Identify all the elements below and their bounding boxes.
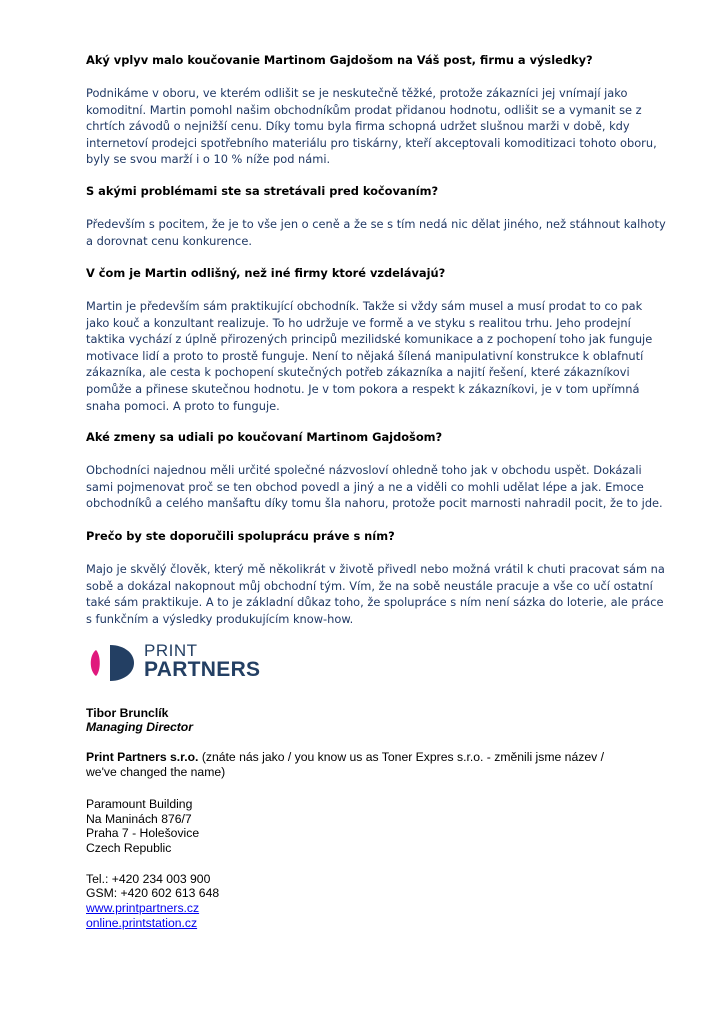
question-heading: Prečo by ste doporučili spoluprácu práve s ním? bbox=[86, 529, 395, 543]
question-heading: Aké zmeny sa udiali po koučovaní Martinom Gajdošom? bbox=[86, 430, 443, 444]
answer-line: jako kouč a konzultant realizuje. To ho udržuje ve formě a ve styku s realitou trhu. Jeho prodejní bbox=[86, 315, 631, 330]
answer-line: sami pojmenovat proč se ten obchod povedl a jiný a ne a viděli co mohli udělat lépe a jak. Emoce bbox=[86, 479, 644, 494]
answer-line: zákazníka, ale cesta k pochopení skutečných potřeb zákazníka a najití řešení, které zákazníkovi bbox=[86, 365, 630, 380]
company-note: (znáte nás jako / you know us as Toner Expres s.r.o. - změnili jsme název / bbox=[198, 750, 604, 764]
logo-word-partners: PARTNERS bbox=[144, 658, 261, 681]
signatory-title: Managing Director bbox=[86, 720, 193, 734]
answer-line: Obchodníci najednou měli určité společné názvosloví ohledně toho jak v obchodu uspět. Dokázali bbox=[86, 463, 642, 477]
answer-line: s funkčním a výsledky produkujícím know-how. bbox=[86, 611, 354, 626]
address-line: Na Maninách 876/7 bbox=[86, 812, 192, 826]
phone-number: Tel.: +420 234 003 900 bbox=[86, 872, 211, 886]
print-partners-logo bbox=[88, 641, 261, 684]
answer-paragraph bbox=[86, 561, 665, 627]
company-line bbox=[86, 750, 604, 765]
answer-line: také sám praktikuje. A to je základní důkaz toho, že spolupráce s ním není sázka do loterie, ale práce bbox=[86, 595, 664, 610]
question-heading: S akými problémami ste sa stretávali pred kočovaním? bbox=[86, 184, 439, 198]
website-link[interactable]: www.printpartners.cz bbox=[86, 901, 200, 915]
answer-line: chrtích závodů o nejnižší cenu. Díky tomu byla firma schopná udržet slušnou marži v době, kdy bbox=[86, 119, 630, 134]
answer-line: motivace lidí a proto to prostě funguje. Není to nějaká šílená manipulativní konstrukce k oblafnutí bbox=[86, 348, 644, 363]
answer-line: Majo je skvělý člověk, který mě několikrát v životě přivedl nebo možná vrátil k chuti pracovat sám na bbox=[86, 562, 665, 576]
answer-line: obchodníků a celého manšaftu díky tomu šla nahoru, protože pocit marnosti nahradil pocit, že to jde. bbox=[86, 496, 663, 511]
answer-line: internetoví prodejci spotřebního materiálu pro tiskárny, kteří akceptovali komoditizaci tohoto oboru, bbox=[86, 135, 657, 150]
address-line: Praha 7 - Holešovice bbox=[86, 826, 200, 840]
answer-line: pomůže a přinese skutečnou hodnotu. Je v tom pokora a respekt k zákazníkovi, je v tom upřímná bbox=[86, 381, 640, 396]
answer-line: Martin je především sám praktikující obchodník. Takže si vždy sám musel a musí prodat to co pak bbox=[86, 299, 643, 313]
answer-line: komoditní. Martin pomohl našim obchodníkům prodat přidanou hodnotu, odlišit se a vymanit se z bbox=[86, 102, 642, 117]
answer-line: Podnikáme v oboru, ve kterém odlišit se je neskutečně těžké, protože zákazníci jej vnímají jako bbox=[86, 86, 628, 100]
logo-mark-icon bbox=[88, 642, 140, 684]
mobile-number: GSM: +420 602 613 648 bbox=[86, 886, 220, 900]
company-note-continued: we've changed the name) bbox=[86, 765, 226, 779]
answer-line: snaha pomoci. A proto to funguje. bbox=[86, 398, 280, 413]
answer-line: sobě a dokázal nakopnout můj obchodní tým. Vím, že na sobě neustále pracuje a vše co učí ostatní bbox=[86, 578, 653, 593]
online-store-link[interactable]: online.printstation.cz bbox=[86, 916, 198, 930]
answer-line: a dorovnat cenu konkurence. bbox=[86, 233, 252, 248]
answer-paragraph bbox=[86, 85, 657, 168]
answer-line: taktika vychází z úplně přirozených principů mezilidské komunikace a z pochopení toho jak funguje bbox=[86, 332, 653, 347]
answer-line: byly se svou marží i o 10 % níže pod námi. bbox=[86, 152, 331, 167]
answer-paragraph bbox=[86, 298, 653, 414]
address-line: Czech Republic bbox=[86, 841, 172, 855]
answer-paragraph bbox=[86, 462, 663, 512]
answer-line: Především s pocitem, že je to vše jen o ceně a že se s tím nedá nic dělat jiného, než stáhnout kalhoty bbox=[86, 217, 666, 231]
logo-word-print: PRINT bbox=[144, 641, 198, 660]
answer-paragraph bbox=[86, 216, 666, 249]
address-line: Paramount Building bbox=[86, 797, 193, 811]
company-name: Print Partners s.r.o. bbox=[86, 750, 199, 764]
signatory-name: Tibor Brunclík bbox=[86, 706, 169, 720]
question-heading: Aký vplyv malo koučovanie Martinom Gajdošom na Váš post, firmu a výsledky? bbox=[86, 53, 593, 67]
question-heading: V čom je Martin odlišný, než iné firmy ktoré vzdelávajú? bbox=[86, 266, 446, 280]
